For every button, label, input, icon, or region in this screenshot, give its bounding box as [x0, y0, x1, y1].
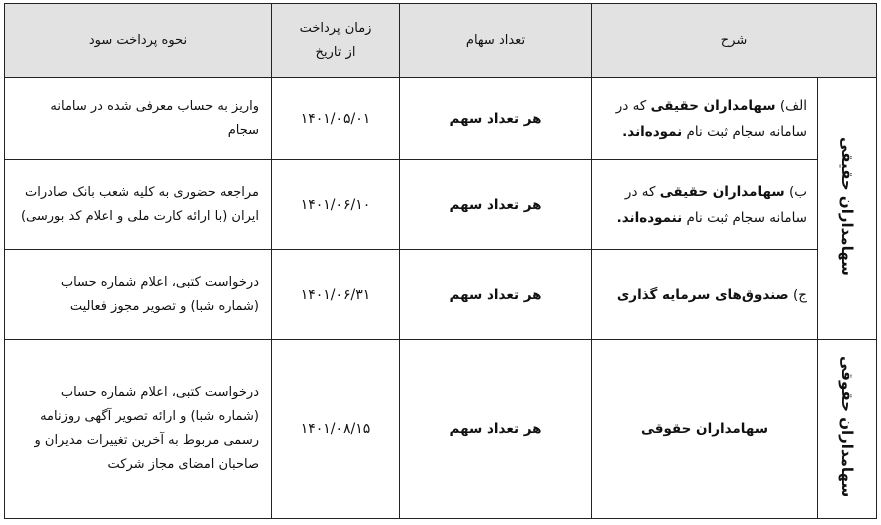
header-date-line1: زمان پرداخت	[299, 20, 372, 36]
row-description	[592, 78, 818, 160]
header-method: نحوه پرداخت سود	[5, 4, 272, 78]
row-method: واریز به حساب معرفی شده در سامانه سجام	[5, 78, 272, 160]
row-date: ۱۴۰۱/۰۵/۰۱	[272, 78, 400, 160]
row-condition: که در سامانه سجام ثبت نام	[624, 183, 807, 226]
group-legal-shareholders	[818, 340, 877, 519]
group-real-shareholders	[818, 78, 877, 340]
header-row	[5, 4, 877, 78]
table-row	[5, 340, 877, 519]
header-date	[272, 4, 400, 78]
row-shares: هر تعداد سهم	[400, 340, 592, 519]
table-row	[5, 160, 877, 250]
header-shares: تعداد سهام	[400, 4, 592, 78]
row-method: مراجعه حضوری به کلیه شعب بانک صادرات ایران (با ارائه کارت ملی و اعلام کد بورسی)	[5, 160, 272, 250]
row-prefix: الف)	[779, 97, 807, 114]
header-description: شرح	[592, 4, 877, 78]
row-subject: صندوق‌های سرمایه گذاری	[616, 286, 789, 303]
row-method: درخواست کتبی، اعلام شماره حساب (شماره شبا) و تصویر مجوز فعالیت	[5, 250, 272, 340]
table-row	[5, 250, 877, 340]
row-date: ۱۴۰۱/۰۸/۱۵	[272, 340, 400, 519]
row-subject: سهامداران حقیقی	[650, 97, 776, 114]
header-date-line2: از تاریخ	[315, 44, 356, 60]
row-shares: هر تعداد سهم	[400, 78, 592, 160]
row-method: درخواست کتبی، اعلام شماره حساب (شماره شبا) و ارائه تصویر آگهی روزنامه رسمی مربوط به آخرین تغییرات مدیران و صاحبان امضای مجاز شرکت	[5, 340, 272, 519]
row-prefix: ب)	[789, 183, 807, 200]
dividend-table-container	[4, 3, 877, 519]
row-subject: سهامداران حقوقی	[640, 421, 769, 437]
row-date: ۱۴۰۱/۰۶/۱۰	[272, 160, 400, 250]
row-prefix: ج)	[793, 286, 807, 303]
table-row	[5, 78, 877, 160]
row-description	[592, 340, 818, 519]
row-description	[592, 250, 818, 340]
row-subject: سهامداران حقیقی	[659, 183, 785, 200]
row-date: ۱۴۰۱/۰۶/۳۱	[272, 250, 400, 340]
group-legal-label: سهامداران حقوقی	[838, 356, 856, 498]
row-description	[592, 160, 818, 250]
row-condition-status: نموده‌اند.	[622, 123, 683, 140]
row-condition-status: ننموده‌اند.	[616, 209, 683, 226]
group-real-label: سهامداران حقیقی	[838, 137, 856, 276]
row-shares: هر تعداد سهم	[400, 250, 592, 340]
dividend-payment-table	[4, 3, 877, 519]
row-condition: که در سامانه سجام ثبت نام	[615, 97, 807, 140]
row-shares: هر تعداد سهم	[400, 160, 592, 250]
